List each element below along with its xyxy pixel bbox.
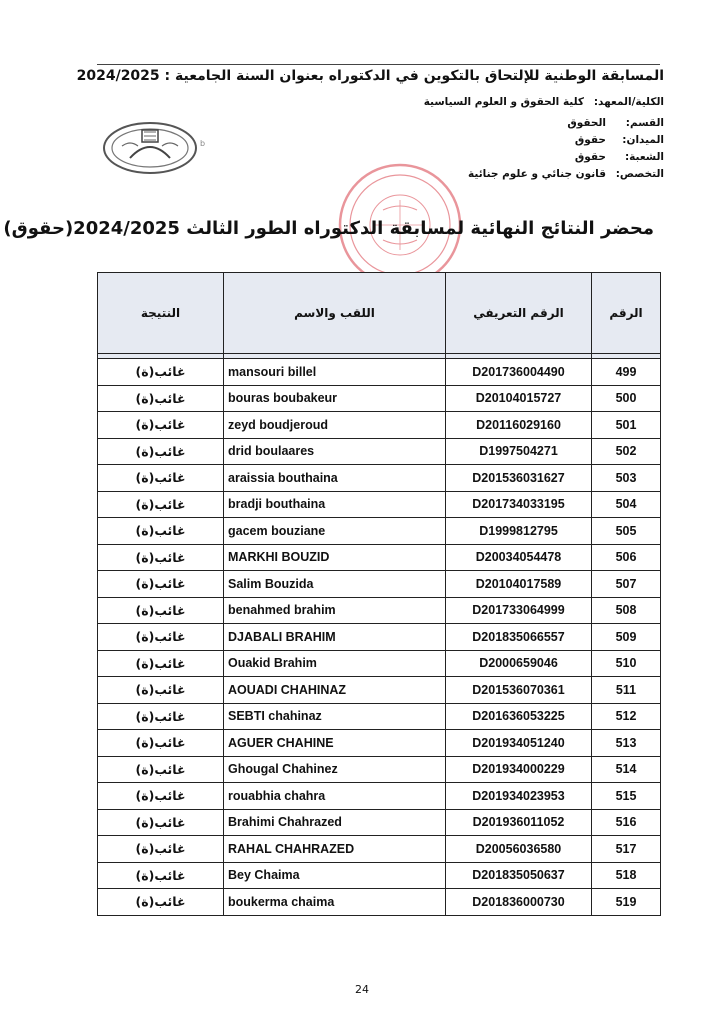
result-cell: غائب(ة) bbox=[98, 438, 224, 465]
number-cell: 505 bbox=[592, 518, 661, 545]
table-header-row bbox=[98, 273, 661, 354]
number-cell: 510 bbox=[592, 650, 661, 677]
id-cell: D20104017589 bbox=[446, 571, 592, 598]
result-cell: غائب(ة) bbox=[98, 730, 224, 757]
name-cell: Salim Bouzida bbox=[224, 571, 446, 598]
svg-text:b: b bbox=[200, 139, 206, 148]
table-row bbox=[98, 730, 661, 757]
result-cell: غائب(ة) bbox=[98, 836, 224, 863]
table-row bbox=[98, 412, 661, 439]
name-cell: boukerma chaima bbox=[224, 889, 446, 916]
table-row bbox=[98, 756, 661, 783]
name-cell: AOUADI CHAHINAZ bbox=[224, 677, 446, 704]
number-cell: 516 bbox=[592, 809, 661, 836]
result-cell: غائب(ة) bbox=[98, 465, 224, 492]
result-cell: غائب(ة) bbox=[98, 491, 224, 518]
table-row bbox=[98, 544, 661, 571]
name-cell: Ghougal Chahinez bbox=[224, 756, 446, 783]
id-cell: D2000659046 bbox=[446, 650, 592, 677]
table-row bbox=[98, 783, 661, 810]
specialty-line bbox=[468, 168, 664, 180]
page-number: 24 bbox=[355, 983, 369, 996]
number-cell: 512 bbox=[592, 703, 661, 730]
name-cell: DJABALI BRAHIM bbox=[224, 624, 446, 651]
id-cell: D1999812795 bbox=[446, 518, 592, 545]
number-cell: 507 bbox=[592, 571, 661, 598]
id-cell: D201934023953 bbox=[446, 783, 592, 810]
branch-label: الشعبة: bbox=[624, 151, 664, 163]
result-cell: غائب(ة) bbox=[98, 783, 224, 810]
competition-title: المسابقة الوطنية للإلتحاق بالتكوين في الدكتوراه بعنوان السنة الجامعية : 2024/2025 bbox=[76, 68, 664, 84]
table-row bbox=[98, 677, 661, 704]
field-line bbox=[575, 134, 664, 146]
id-cell: D201536070361 bbox=[446, 677, 592, 704]
table-row bbox=[98, 703, 661, 730]
branch-value: حقوق bbox=[574, 151, 606, 163]
name-cell: bradji bouthaina bbox=[224, 491, 446, 518]
result-cell: غائب(ة) bbox=[98, 518, 224, 545]
id-cell: D201536031627 bbox=[446, 465, 592, 492]
name-cell: AGUER CHAHINE bbox=[224, 730, 446, 757]
number-cell: 503 bbox=[592, 465, 661, 492]
specialty-label: التخصص: bbox=[615, 168, 664, 180]
id-cell: D201733064999 bbox=[446, 597, 592, 624]
id-cell: D20034054478 bbox=[446, 544, 592, 571]
number-cell: 504 bbox=[592, 491, 661, 518]
table-row bbox=[98, 491, 661, 518]
result-cell: غائب(ة) bbox=[98, 359, 224, 386]
table-row bbox=[98, 650, 661, 677]
number-cell: 501 bbox=[592, 412, 661, 439]
header-rule bbox=[97, 64, 660, 65]
id-cell: D201636053225 bbox=[446, 703, 592, 730]
number-cell: 515 bbox=[592, 783, 661, 810]
table-row bbox=[98, 836, 661, 863]
table-row bbox=[98, 385, 661, 412]
name-cell: Bey Chaima bbox=[224, 862, 446, 889]
number-cell: 511 bbox=[592, 677, 661, 704]
faculty-value: كلية الحقوق و العلوم السياسية bbox=[423, 96, 584, 108]
id-cell: D201734033195 bbox=[446, 491, 592, 518]
number-cell: 502 bbox=[592, 438, 661, 465]
id-cell: D201835066557 bbox=[446, 624, 592, 651]
department-value: الحقوق bbox=[567, 117, 606, 129]
result-cell: غائب(ة) bbox=[98, 862, 224, 889]
faculty-label: الكلية/المعهد: bbox=[593, 96, 664, 108]
header-result: النتيجة bbox=[98, 273, 224, 354]
id-cell: D201936011052 bbox=[446, 809, 592, 836]
result-cell: غائب(ة) bbox=[98, 677, 224, 704]
name-cell: MARKHI BOUZID bbox=[224, 544, 446, 571]
id-cell: D1997504271 bbox=[446, 438, 592, 465]
name-cell: mansouri billel bbox=[224, 359, 446, 386]
results-title: محضر النتائج النهائية لمسابقة الدكتوراه الطور الثالث 2024/2025(حقوق) bbox=[3, 218, 654, 239]
result-cell: غائب(ة) bbox=[98, 385, 224, 412]
field-label: الميدان: bbox=[622, 134, 664, 146]
table-row bbox=[98, 597, 661, 624]
number-cell: 509 bbox=[592, 624, 661, 651]
header-number: الرقم bbox=[592, 273, 661, 354]
id-cell: D201934000229 bbox=[446, 756, 592, 783]
id-cell: D201934051240 bbox=[446, 730, 592, 757]
department-line bbox=[567, 117, 664, 129]
table-row bbox=[98, 518, 661, 545]
result-cell: غائب(ة) bbox=[98, 597, 224, 624]
result-cell: غائب(ة) bbox=[98, 809, 224, 836]
number-cell: 508 bbox=[592, 597, 661, 624]
number-cell: 500 bbox=[592, 385, 661, 412]
name-cell: araissia bouthaina bbox=[224, 465, 446, 492]
table-row bbox=[98, 624, 661, 651]
id-cell: D201835050637 bbox=[446, 862, 592, 889]
header-name: اللقب والاسم bbox=[224, 273, 446, 354]
id-cell: D201836000730 bbox=[446, 889, 592, 916]
results-table bbox=[97, 272, 661, 916]
name-cell: Ouakid Brahim bbox=[224, 650, 446, 677]
number-cell: 518 bbox=[592, 862, 661, 889]
branch-line bbox=[575, 151, 664, 163]
name-cell: benahmed brahim bbox=[224, 597, 446, 624]
result-cell: غائب(ة) bbox=[98, 544, 224, 571]
department-label: القسم: bbox=[625, 117, 664, 129]
name-cell: zeyd boudjeroud bbox=[224, 412, 446, 439]
name-cell: gacem bouziane bbox=[224, 518, 446, 545]
faculty-line bbox=[424, 96, 664, 108]
result-cell: غائب(ة) bbox=[98, 412, 224, 439]
table-body bbox=[98, 354, 661, 916]
number-cell: 519 bbox=[592, 889, 661, 916]
header-id: الرقم التعريفي bbox=[446, 273, 592, 354]
table-row bbox=[98, 571, 661, 598]
number-cell: 517 bbox=[592, 836, 661, 863]
name-cell: Brahimi Chahrazed bbox=[224, 809, 446, 836]
table-row bbox=[98, 359, 661, 386]
result-cell: غائب(ة) bbox=[98, 650, 224, 677]
result-cell: غائب(ة) bbox=[98, 703, 224, 730]
table-row bbox=[98, 465, 661, 492]
result-cell: غائب(ة) bbox=[98, 571, 224, 598]
name-cell: RAHAL CHAHRAZED bbox=[224, 836, 446, 863]
name-cell: bouras boubakeur bbox=[224, 385, 446, 412]
id-cell: D20104015727 bbox=[446, 385, 592, 412]
number-cell: 499 bbox=[592, 359, 661, 386]
table-row bbox=[98, 809, 661, 836]
name-cell: drid boulaares bbox=[224, 438, 446, 465]
result-cell: غائب(ة) bbox=[98, 889, 224, 916]
name-cell: rouabhia chahra bbox=[224, 783, 446, 810]
number-cell: 506 bbox=[592, 544, 661, 571]
id-cell: D20116029160 bbox=[446, 412, 592, 439]
university-logo-icon bbox=[100, 118, 210, 176]
table-row bbox=[98, 438, 661, 465]
specialty-value: قانون جنائي و علوم جنائية bbox=[468, 168, 606, 180]
table-row bbox=[98, 862, 661, 889]
result-cell: غائب(ة) bbox=[98, 624, 224, 651]
number-cell: 514 bbox=[592, 756, 661, 783]
id-cell: D201736004490 bbox=[446, 359, 592, 386]
number-cell: 513 bbox=[592, 730, 661, 757]
field-value: حقوق bbox=[574, 134, 606, 146]
id-cell: D20056036580 bbox=[446, 836, 592, 863]
result-cell: غائب(ة) bbox=[98, 756, 224, 783]
name-cell: SEBTI chahinaz bbox=[224, 703, 446, 730]
table-row bbox=[98, 889, 661, 916]
